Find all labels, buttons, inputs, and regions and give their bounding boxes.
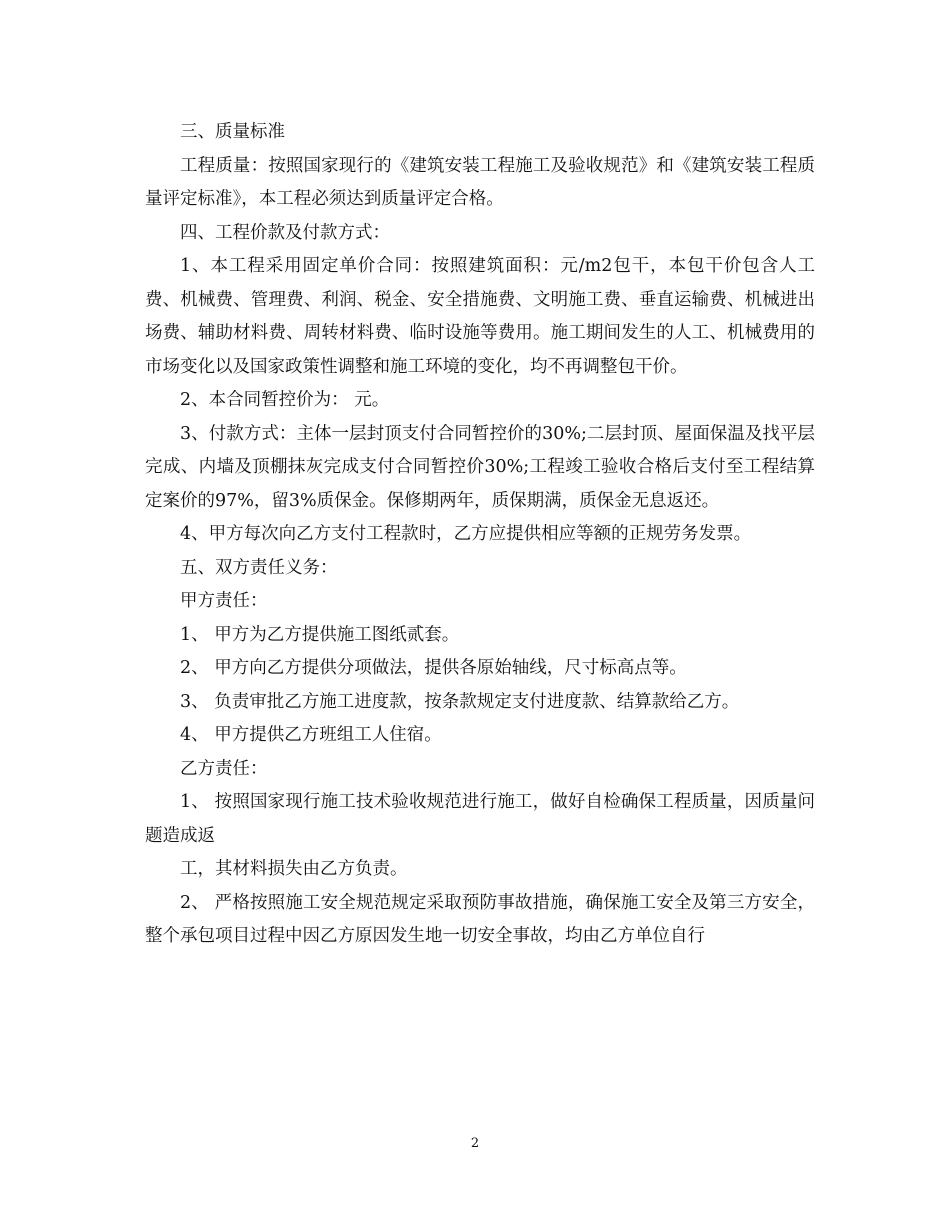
party-a-item-2: 2、 甲方向乙方提供分项做法，提供各原始轴线，尺寸标高点等。 [180,658,687,678]
section-heading-responsibilities: 五、双方责任义务： [180,557,338,578]
paragraph-payment-item-4: 4、甲方每次向乙方支付工程款时，乙方应提供相应等额的正规劳务发票。 [180,524,752,544]
party-b-item-1: 1、 按照国家现行施工技术验收规范进行施工，做好自检确保工程质量，因质量问题造成返 [145,792,815,846]
paragraph-payment-item-1: 1、本工程采用固定单价合同：按照建筑面积：元/m2包干，本包干价包含人工费、机械费、管理费、利润、税金、安全措施费、文明施工费、垂直运输费、机械进出场费、辅助材料费、周转材料费、临时设施等费用。施工期间发生的人工、机械费用的市场变化以及国家政策性调整和施工环境的变化，均不再调整包干价。 [145,256,815,377]
subheading-party-b: 乙方责任： [180,758,268,779]
party-a-item-3: 3、 负责审批乙方施工进度款，按条款规定支付进度款、结算款给乙方。 [180,691,740,712]
section-heading-quality-standard: 三、质量标准 [180,122,285,142]
page-number: 2 [470,1136,480,1151]
paragraph-quality-requirement: 工程质量：按照国家现行的《建筑安装工程施工及验收规范》和《建筑安装工程质量评定标准》，本工程必须达到质量评定合格。 [145,155,815,209]
party-a-item-4: 4、 甲方提供乙方班组工人住宿。 [180,725,442,745]
paragraph-payment-item-3: 3、付款方式：主体一层封顶支付合同暂控价的30%;二层封顶、屋面保温及找平层完成、内墙及顶棚抹灰完成支付合同暂控价30%;工程竣工验收合格后支付至工程结算定案价的97%，留3%质保金。保修期两年，质保期满，质保金无息返还。 [145,423,815,511]
document-body [145,116,815,954]
paragraph-payment-item-2: 2、本合同暂控价为： 元。 [180,390,390,410]
section-heading-payment: 四、工程价款及付款方式： [180,222,390,243]
party-a-item-1: 1、 甲方为乙方提供施工图纸贰套。 [180,624,460,645]
subheading-party-a: 甲方责任： [180,591,268,611]
party-b-item-1-continued: 工，其材料损失由乙方负责。 [180,859,408,879]
party-b-item-2: 2、 严格按照施工安全规范规定采取预防事故措施，确保施工安全及第三方安全，整个承包项目过程中因乙方原因发生地一切安全事故，均由乙方单位自行 [145,892,815,946]
